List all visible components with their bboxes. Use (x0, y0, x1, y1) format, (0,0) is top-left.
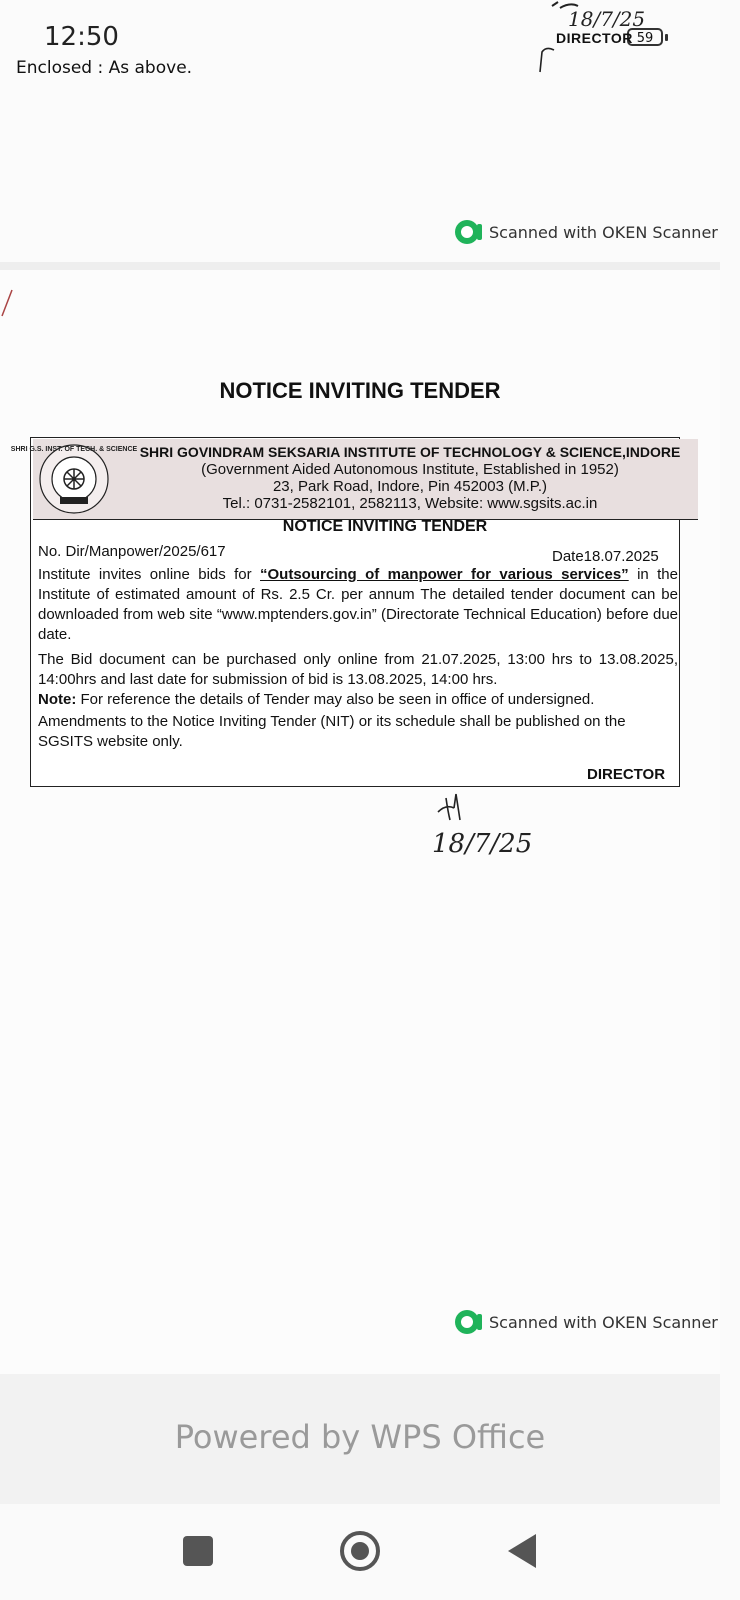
institute-address: 23, Park Road, Indore, Pin 452003 (M.P.) (272, 478, 548, 495)
page-edge-mark (0, 288, 14, 318)
oken-scanner-icon (455, 220, 479, 244)
institute-status: (Government Aided Autonomous Institute, Established in 1952) (201, 461, 619, 478)
notice-note: Note: For reference the details of Tender may also be seen in office of undersigned. (38, 691, 595, 708)
powered-by-label: Powered by WPS Office (174, 1418, 546, 1456)
enclosed-note: Enclosed : As above. (16, 58, 193, 78)
battery-icon: 59 (627, 28, 663, 46)
notice-subtitle: NOTICE INVITING TENDER (282, 518, 488, 535)
handwritten-signature (420, 790, 580, 870)
status-time: 12:50 (44, 22, 119, 52)
scanner-watermark-bottom (455, 1310, 718, 1334)
scanner-watermark-label: Scanned with OKEN Scanner (489, 222, 718, 242)
handwritten-signature-top (530, 0, 660, 75)
handwritten-date-top: 18/7/25 (568, 7, 646, 31)
logo-text: SHRI G.S. INST. OF TECH. & SCIENCE (10, 446, 138, 453)
prev-page-director: DIRECTOR (556, 30, 633, 46)
oken-scanner-icon (455, 1310, 479, 1334)
scanner-watermark-top (455, 220, 718, 244)
institute-name: SHRI GOVINDRAM SEKSARIA INSTITUTE OF TECHNOLOGY & SCIENCE,INDORE (139, 444, 681, 460)
notice-paragraph-3: Amendments to the Notice Inviting Tender (NIT) or its schedule shall be published on the SGSITS website only. (38, 713, 626, 750)
page-title: NOTICE INVITING TENDER (219, 378, 501, 403)
institute-contact: Tel.: 0731-2582101, 2582113, Website: www.sgsits.ac.in (222, 495, 598, 512)
recents-icon[interactable] (183, 1536, 213, 1566)
handwritten-date: 18/7/25 (432, 829, 533, 859)
notice-paragraph-2: The Bid document can be purchased only online from 21.07.2025, 13:00 hrs to 13.08.2025, 14:00hrs and last date for submission of bid is 13.08.2025, 14:00 hrs. (38, 651, 678, 688)
institute-logo (10, 441, 138, 517)
tender-subject: “Outsourcing of manpower for various services” (260, 566, 629, 583)
battery-tip (665, 34, 668, 41)
page-separator (0, 262, 720, 270)
notice-paragraph-1: Institute invites online bids for “Outsourcing of manpower for various services” in the Institute of estimated amount of Rs. 2.5 Cr. per annum The detailed tender document can be downloaded from web site “www.mptenders.gov.in” (Directorate Technical Education) before due date. (38, 566, 678, 643)
signatory: DIRECTOR (587, 766, 666, 783)
back-icon[interactable] (508, 1534, 536, 1568)
document-page (0, 270, 720, 1374)
reference-number: No. Dir/Manpower/2025/617 (38, 543, 226, 560)
home-icon[interactable] (340, 1531, 380, 1571)
scanner-watermark-label: Scanned with OKEN Scanner (489, 1312, 718, 1332)
notice-date: Date18.07.2025 (552, 548, 659, 565)
